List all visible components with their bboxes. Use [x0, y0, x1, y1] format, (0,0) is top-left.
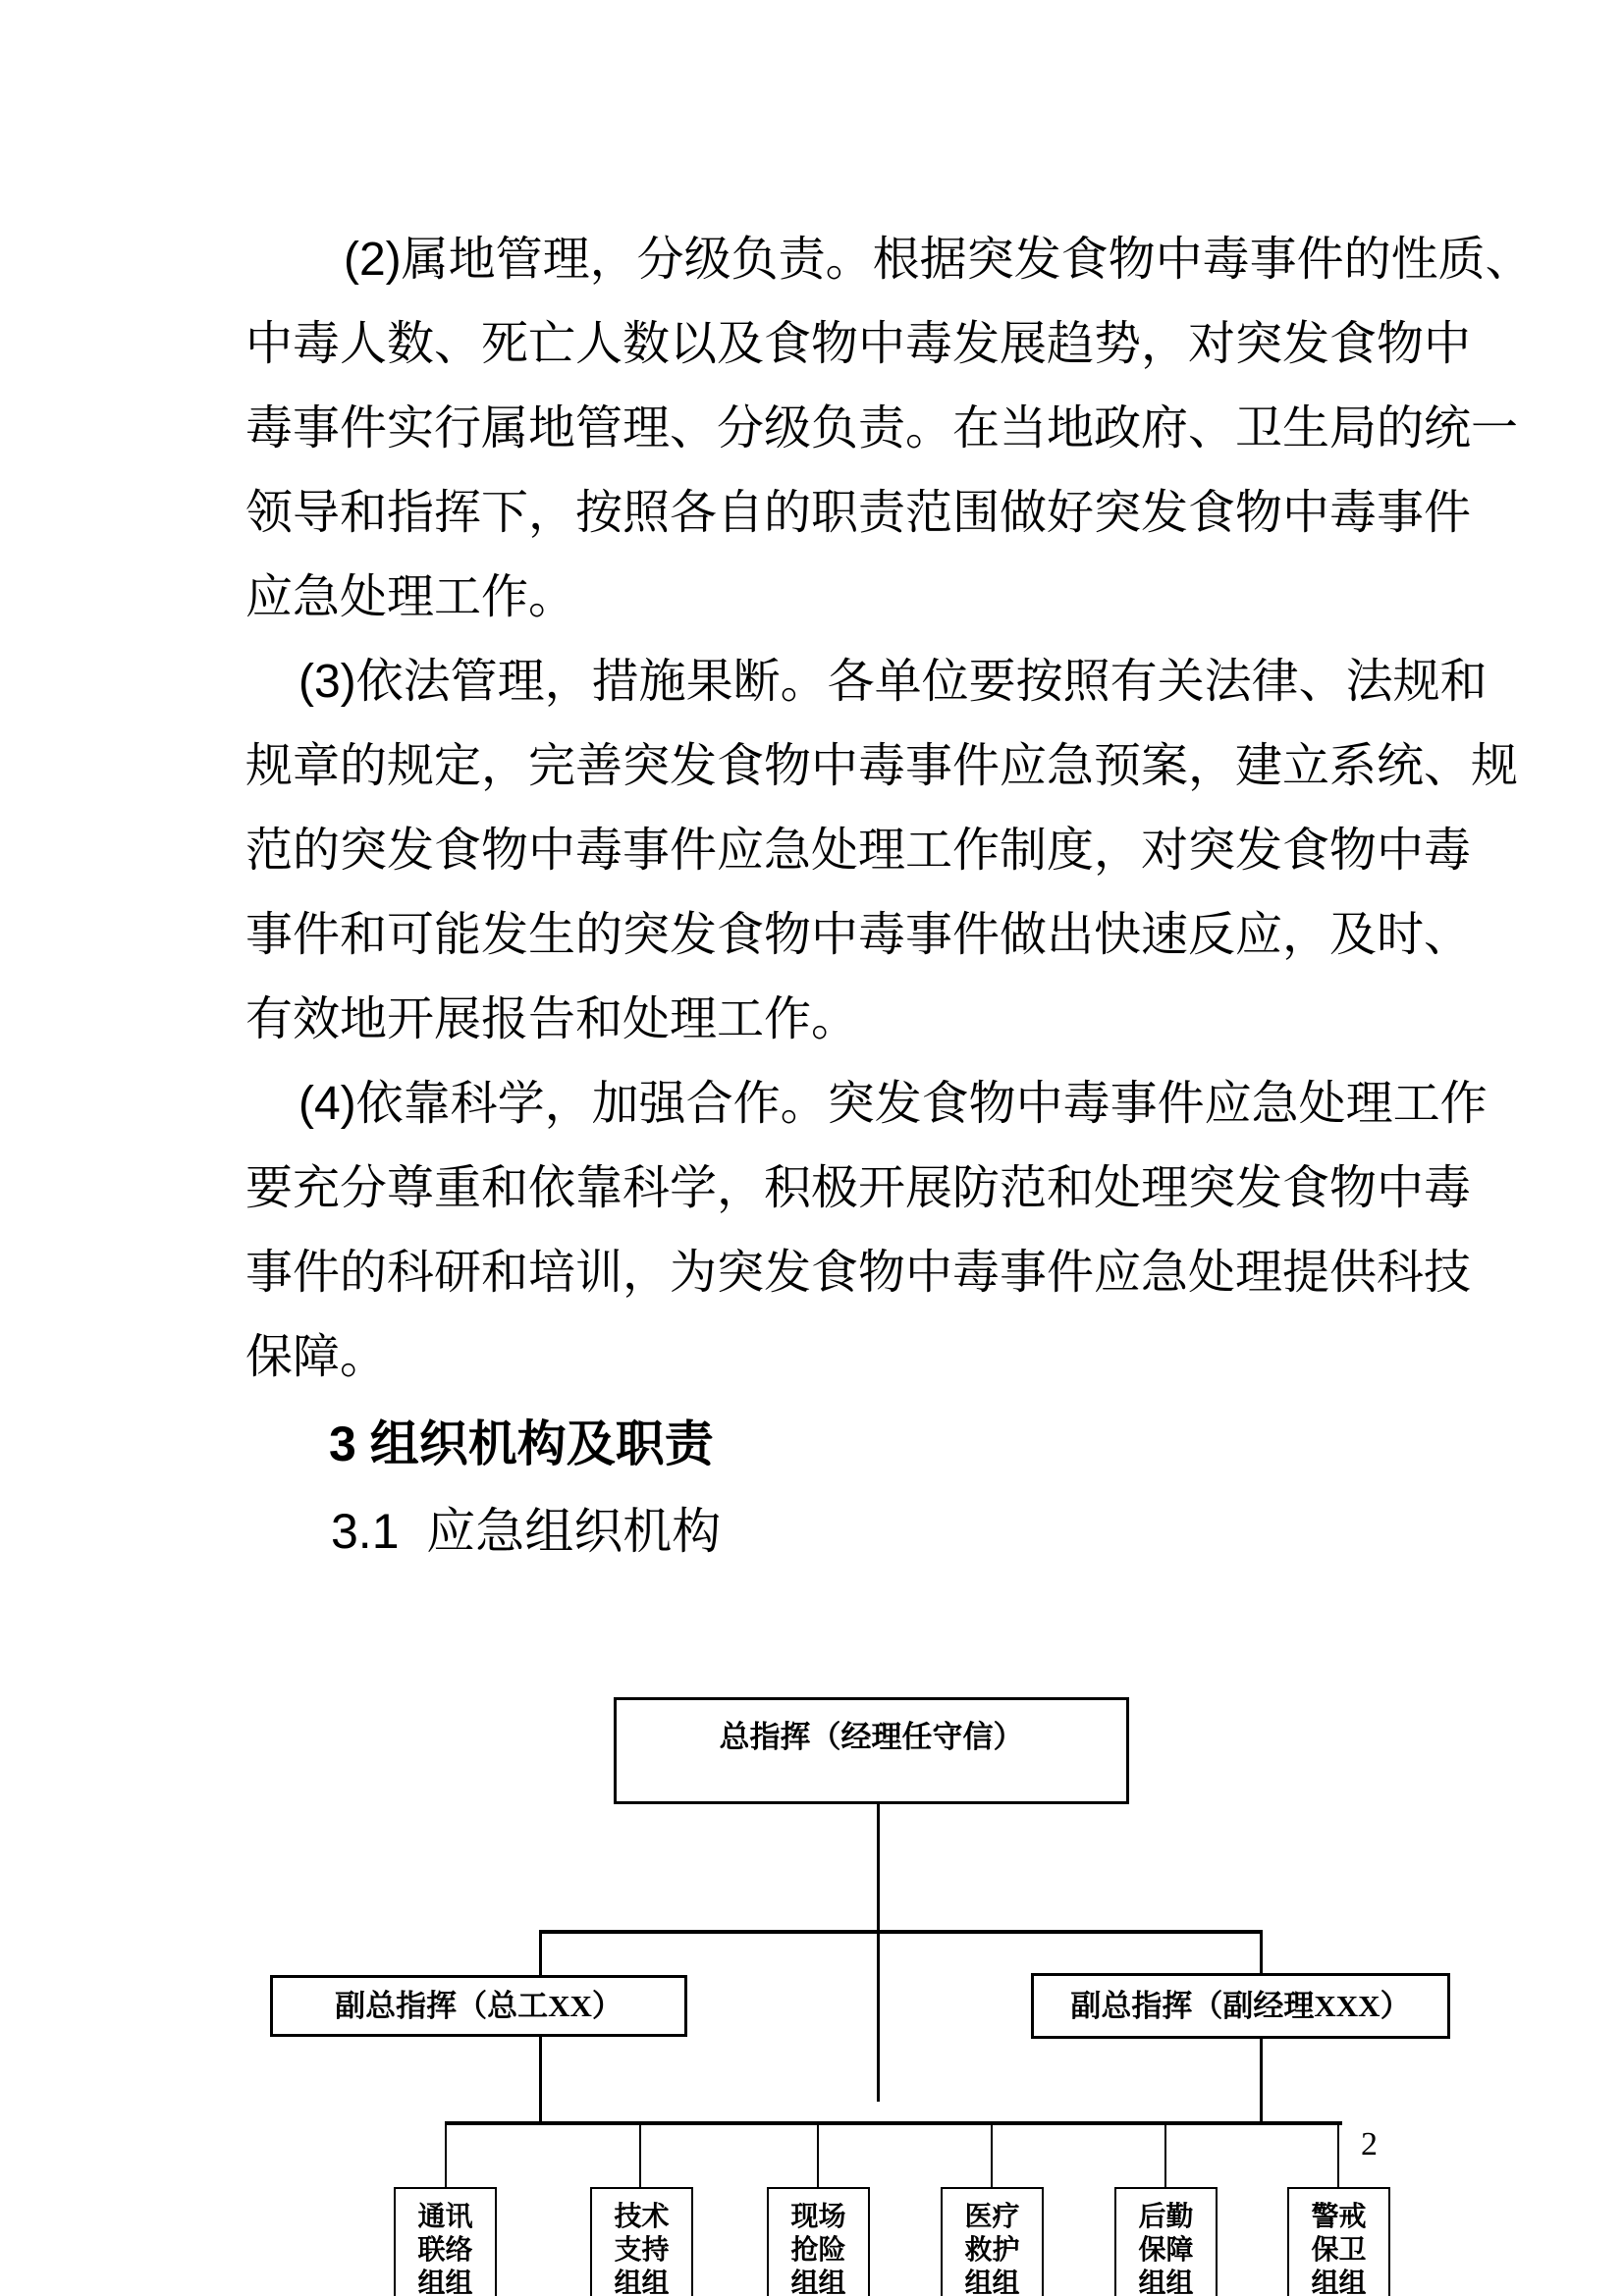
text-line: 中毒人数、死亡人数以及食物中毒发展趋势，对突发食物中	[245, 318, 1472, 370]
text-line: 应急处理工作。	[245, 571, 576, 623]
connector-line	[1260, 1930, 1263, 1973]
connector-line	[539, 1930, 542, 1975]
connector-line	[1260, 2039, 1263, 2125]
connector-line	[1164, 2125, 1166, 2187]
org-box-deputy-left	[270, 1975, 687, 2037]
body-text-block	[245, 218, 1533, 1400]
org-box-group-medical	[941, 2187, 1044, 2296]
group-label-line: 组组	[417, 2269, 473, 2296]
group-label-line: 现场	[790, 2202, 846, 2232]
group-label-line: 救护	[964, 2235, 1020, 2266]
connector-line	[539, 2037, 542, 2125]
section-heading: 3 组织机构及职责	[329, 1416, 714, 1471]
connector-line	[445, 2121, 1342, 2125]
group-label-line: 组组	[790, 2269, 846, 2296]
group-label-line: 保障	[1138, 2235, 1194, 2266]
org-box-deputy-left-label: 副总指挥（总工XX）	[335, 1989, 623, 2023]
group-label-line: 抢险	[790, 2235, 846, 2266]
text-line: 有效地开展报告和处理工作。	[245, 993, 859, 1045]
org-box-group-logistics	[1114, 2187, 1218, 2296]
connector-line	[877, 1804, 880, 2102]
org-box-deputy-right	[1031, 1973, 1450, 2039]
connector-line	[817, 2125, 819, 2187]
group-label-line: 保卫	[1311, 2235, 1367, 2266]
group-label-line: 通讯	[417, 2202, 473, 2232]
group-label-line: 联络	[417, 2235, 473, 2266]
text-line: 要充分尊重和依靠科学，积极开展防范和处理突发食物中毒	[245, 1162, 1472, 1214]
group-label-line: 组组	[964, 2269, 1020, 2296]
connector-line	[1337, 2125, 1339, 2187]
group-label-line: 组组	[1311, 2269, 1367, 2296]
org-box-group-security	[1287, 2187, 1390, 2296]
text-line: 事件和可能发生的突发食物中毒事件做出快速反应，及时、	[245, 909, 1472, 961]
org-box-commander	[614, 1697, 1129, 1804]
connector-line	[445, 2125, 447, 2187]
group-label-line: 警戒	[1311, 2202, 1367, 2232]
group-label-line: 后勤	[1138, 2202, 1194, 2232]
text-line: 范的突发食物中毒事件应急处理工作制度，对突发食物中毒	[245, 825, 1472, 877]
text-line: 领导和指挥下，按照各自的职责范围做好突发食物中毒事件	[245, 487, 1472, 539]
org-box-group-rescue	[767, 2187, 870, 2296]
org-box-deputy-right-label: 副总指挥（副经理XXX）	[1070, 1989, 1411, 2023]
text-line: 毒事件实行属地管理、分级负责。在当地政府、卫生局的统一	[245, 402, 1519, 454]
group-label-line: 组组	[1138, 2269, 1194, 2296]
group-label-line: 医疗	[964, 2202, 1020, 2232]
org-box-group-communication	[394, 2187, 497, 2296]
org-box-group-technical	[590, 2187, 693, 2296]
text-line: (3)依法管理，措施果断。各单位要按照有关法律、法规和	[298, 656, 1488, 708]
page-number: 2	[1361, 2126, 1378, 2163]
subsection-heading: 3.1 应急组织机构	[331, 1504, 722, 1559]
group-label-line: 支持	[614, 2235, 670, 2266]
text-line: 事件的科研和培训，为突发食物中毒事件应急处理提供科技	[245, 1247, 1472, 1299]
group-label-line: 技术	[614, 2202, 670, 2232]
text-line: (2)属地管理，分级负责。根据突发食物中毒事件的性质、	[344, 234, 1533, 286]
connector-line	[639, 2125, 641, 2187]
text-line: 保障。	[245, 1331, 388, 1383]
text-line: (4)依靠科学，加强合作。突发食物中毒事件应急处理工作	[298, 1078, 1488, 1130]
org-box-commander-label: 总指挥（经理任守信）	[719, 1720, 1024, 1754]
text-line: 规章的规定，完善突发食物中毒事件应急预案，建立系统、规	[245, 740, 1519, 792]
group-label-line: 组组	[614, 2269, 670, 2296]
connector-line	[539, 1930, 1263, 1934]
connector-line	[991, 2125, 993, 2187]
